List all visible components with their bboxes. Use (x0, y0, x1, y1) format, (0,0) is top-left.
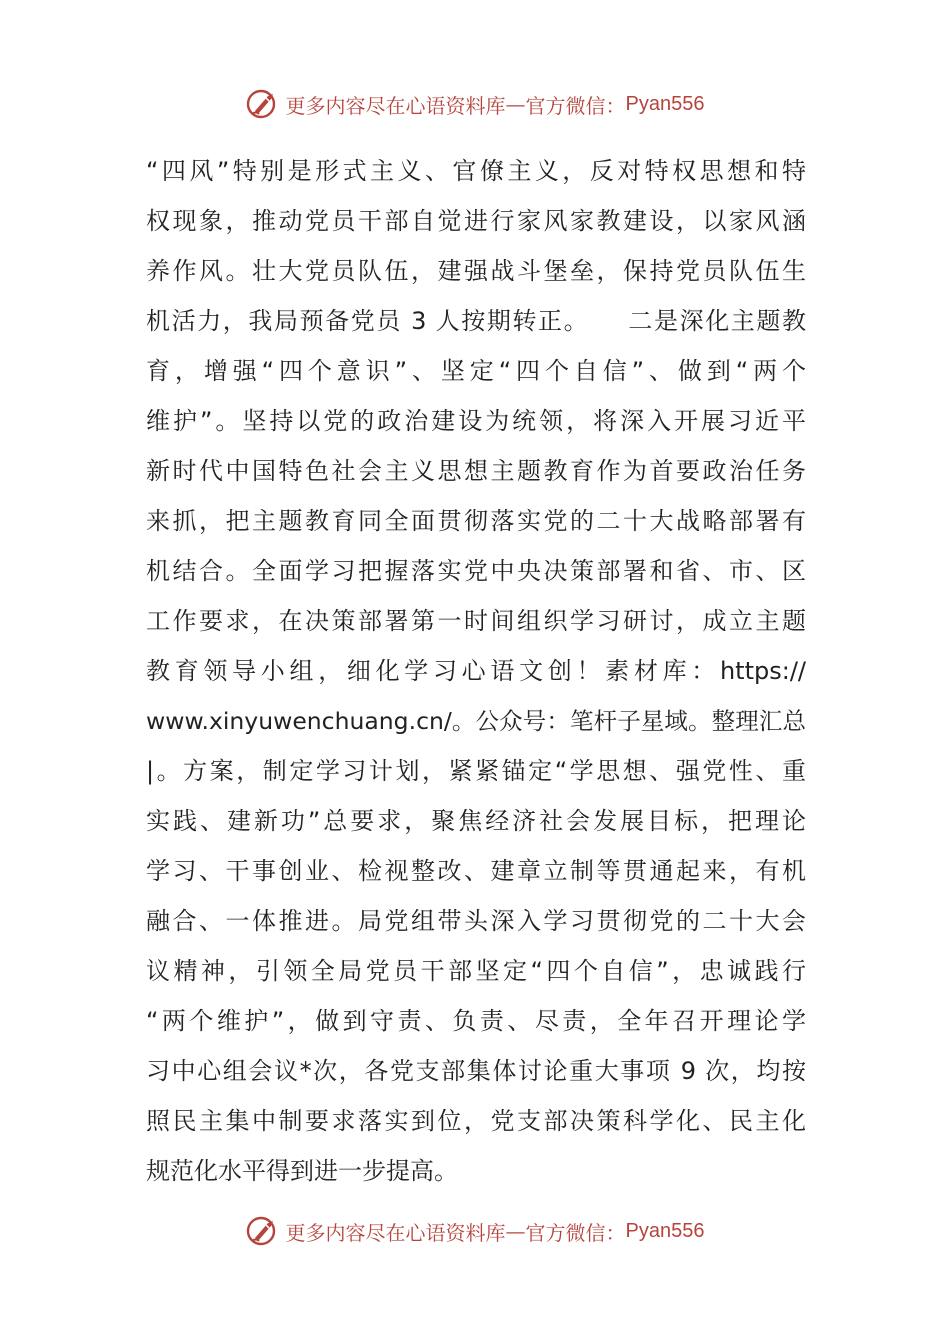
text-line: 融合、一体推进。局党组带头深入学习贯彻党的二十大会 (146, 907, 806, 935)
text-line: 工作要求，在决策部署第一时间组织学习研讨，成立主题 (146, 607, 806, 635)
text-line: 新时代中国特色社会主义思想主题教育作为首要政治任务 (146, 457, 806, 485)
text-line: 机活力，我局预备党员 3 人按期转正。 二是深化主题教 (146, 307, 806, 335)
body-paragraph (146, 146, 806, 1196)
pen-nib-circle-icon (246, 1214, 280, 1248)
watermark-separator: — (505, 92, 526, 116)
text-line: 习中心组会议*次，各党支部集体讨论重大事项 9 次，均按 (146, 1057, 806, 1085)
watermark-main-text: 更多内容尽在心语资料库 (285, 93, 506, 118)
text-line: 机结合。全面学习把握落实党中央决策部署和省、市、区 (146, 557, 806, 585)
text-line: 养作风。壮大党员队伍，建强战斗堡垒，保持党员队伍生 (146, 257, 806, 285)
text-line: “两个维护”，做到守责、负责、尽责，全年召开理论学 (146, 1007, 806, 1035)
watermark-separator: — (505, 1219, 526, 1243)
text-line: 维护”。坚持以党的政治建设为统领，将深入开展习近平 (146, 407, 806, 435)
text-line: 教育领导小组，细化学习心语文创！素材库：https:// (146, 657, 806, 685)
header-watermark (0, 84, 950, 124)
text-line: 来抓，把主题教育同全面贯彻落实党的二十大战略部署有 (146, 507, 806, 535)
watermark-main-text: 更多内容尽在心语资料库 (285, 1220, 506, 1245)
text-line: 权现象，推动党员干部自觉进行家风家教建设，以家风涵 (146, 207, 806, 235)
text-line: 照民主集中制要求落实到位，党支部决策科学化、民主化 (146, 1107, 806, 1135)
text-line: 实践、建新功”总要求，聚焦经济社会发展目标，把理论 (146, 807, 806, 835)
text-line: 规范化水平得到进一步提高。 (146, 1157, 458, 1185)
watermark-wechat-id: Pyan556 (625, 92, 705, 115)
pen-nib-circle-icon (246, 87, 280, 121)
text-line: 育，增强“四个意识”、坚定“四个自信”、做到“两个 (146, 357, 806, 385)
footer-watermark (0, 1211, 950, 1251)
watermark-wechat-label: 官方微信： (525, 93, 626, 118)
watermark-wechat-label: 官方微信： (525, 1220, 626, 1245)
text-line: 议精神，引领全局党员干部坚定“四个自信”，忠诚践行 (146, 957, 806, 985)
text-line: www.xinyuwenchuang.cn/。公众号：笔杆子星域。整理汇总 (146, 707, 806, 735)
text-line: 学习、干事创业、检视整改、建章立制等贯通起来，有机 (146, 857, 806, 885)
watermark-wechat-id: Pyan556 (625, 1219, 705, 1242)
text-line: “四风”特别是形式主义、官僚主义，反对特权思想和特 (146, 157, 806, 185)
text-line: |。方案，制定学习计划，紧紧锚定“学思想、强党性、重 (146, 757, 806, 785)
